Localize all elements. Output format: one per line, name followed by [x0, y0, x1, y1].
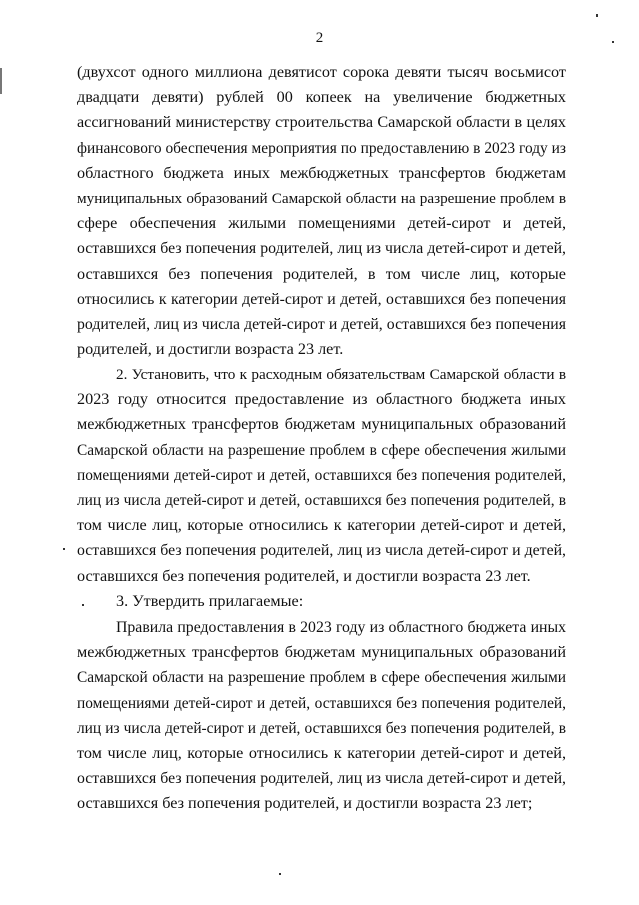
text-line: муниципальных образований Самарской области на разрешение проблем в	[77, 189, 566, 207]
text-line: оставшихся без попечения родителей, и достигли возраста 23 лет;	[77, 794, 533, 813]
text-line: Правила предоставления в 2023 году из областного бюджета иных	[116, 619, 566, 636]
scan-speck	[596, 14, 598, 17]
text-line: областного бюджета иных межбюджетных трансфертов бюджетам	[77, 163, 566, 182]
page-number: 2	[315, 30, 324, 46]
text-line: помещениями детей-сирот и детей, оставшихся без попечения родителей,	[77, 694, 566, 712]
text-line: лиц из числа детей-сирот и детей, оставшихся без попечения родителей, в	[77, 491, 566, 509]
text-line: лиц из числа детей-сирот и детей, оставшихся без попечения родителей, в	[77, 719, 566, 737]
text-line: оставшихся без попечения родителей, и достигли возраста 23 лет.	[77, 566, 531, 585]
text-line: (двухсот одного миллиона девятисот сорока девяти тысяч восьмисот	[77, 63, 566, 81]
text-line: том числе лиц, которые относились к категории детей-сирот и детей,	[77, 516, 566, 535]
text-line: межбюджетных трансфертов бюджетам муниципальных образований	[77, 643, 566, 662]
paragraph-1	[77, 60, 566, 362]
text-line: оставшихся без попечения родителей, лиц из числа детей-сирот и детей,	[77, 770, 566, 788]
text-line: родителей, лиц из числа детей-сирот и детей, оставшихся без попечения	[77, 315, 566, 333]
text-line: Самарской области на разрешение проблем в сфере обеспечения жилыми	[77, 441, 566, 459]
text-line: оставшихся без попечения родителей, в том числе лиц, которые	[77, 264, 566, 283]
text-line: родителей, и достигли возраста 23 лет.	[77, 340, 344, 359]
text-line: сфере обеспечения жилыми помещениями детей-сирот и детей,	[77, 214, 566, 233]
text-line: 2. Установить, что к расходным обязательствам Самарской области в	[116, 366, 566, 383]
text-line: финансового обеспечения мероприятия по предоставлению в 2023 году из	[77, 139, 566, 157]
text-line: Самарской области на разрешение проблем в сфере обеспечения жилыми	[77, 669, 566, 687]
paragraph-3	[77, 589, 566, 614]
text-line: том числе лиц, которые относились к категории детей-сирот и детей,	[77, 743, 566, 762]
scan-edge-mark	[0, 68, 2, 94]
text-line: 3. Утвердить прилагаемые:	[116, 592, 304, 610]
paragraph-4	[77, 615, 566, 817]
text-line: межбюджетных трансфертов бюджетам муниципальных образований	[77, 415, 566, 434]
scan-speck	[279, 873, 281, 875]
text-line: ассигнований министерству строительства Самарской области в целях	[77, 113, 566, 132]
text-line: помещениями детей-сирот и детей, оставшихся без попечения родителей,	[77, 466, 566, 484]
text-line: оставшихся без попечения родителей, лиц из числа детей-сирот и детей,	[77, 240, 566, 258]
scan-speck	[82, 604, 84, 606]
text-line: двадцати девяти) рублей 00 копеек на увеличение бюджетных	[77, 88, 566, 107]
scan-speck	[63, 548, 65, 550]
scan-speck	[612, 41, 614, 43]
paragraph-2	[77, 362, 566, 589]
text-line: оставшихся без попечения родителей, лиц из числа детей-сирот и детей,	[77, 542, 566, 560]
text-line: относились к категории детей-сирот и детей, оставшихся без попечения	[77, 290, 566, 308]
text-line: 2023 году относится предоставление из областного бюджета иных	[77, 390, 566, 409]
